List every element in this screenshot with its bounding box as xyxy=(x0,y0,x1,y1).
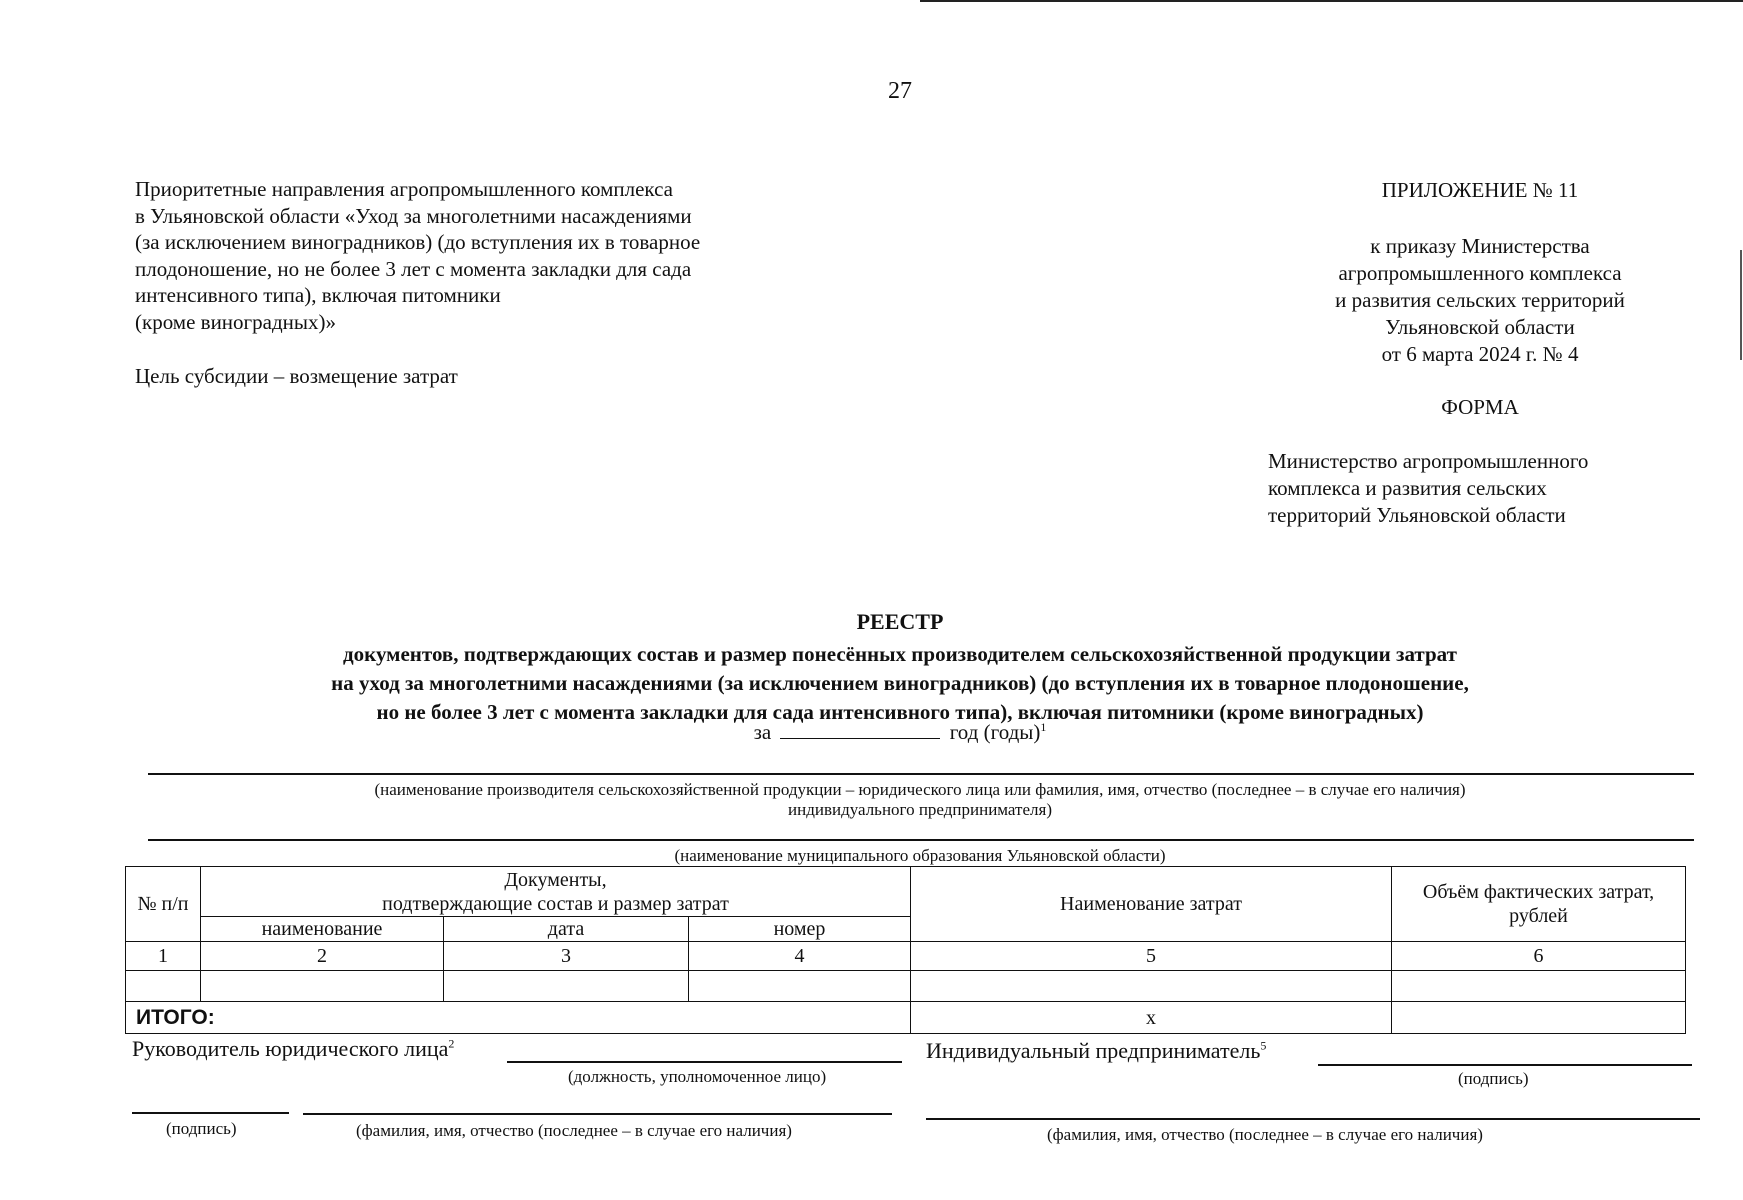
ip-label-text: Индивидуальный предприниматель xyxy=(926,1038,1261,1063)
header-docs-line-1: Документы, xyxy=(504,868,607,891)
index-cell: 6 xyxy=(1392,942,1686,971)
ip-fio-caption: (фамилия, имя, отчество (последнее – в случае его наличия) xyxy=(1047,1125,1483,1144)
order-line-2: агропромышленного комплекса xyxy=(1338,261,1622,285)
municipality-name-line[interactable] xyxy=(148,839,1694,841)
head-footnote: 2 xyxy=(448,1036,455,1051)
empty-cell[interactable] xyxy=(1392,971,1686,1002)
scan-right-edge xyxy=(1740,250,1742,360)
itogo-label: ИТОГО: xyxy=(126,1002,911,1034)
header-docs-number: номер xyxy=(689,917,911,942)
itogo-x: х xyxy=(911,1002,1392,1034)
ip-sign-line[interactable] xyxy=(1318,1064,1692,1066)
index-cell: 3 xyxy=(444,942,689,971)
head-sign-caption: (подпись) xyxy=(166,1119,237,1138)
order-line-3: и развития сельских территорий xyxy=(1335,288,1625,312)
priority-line-4: плодоношение, но не более 3 лет с момента закладки для сада xyxy=(135,256,692,281)
empty-cell[interactable] xyxy=(444,971,689,1002)
head-position-line[interactable] xyxy=(507,1061,902,1063)
ministry-line-2: комплекса и развития сельских xyxy=(1268,476,1547,500)
producer-name-line[interactable] xyxy=(148,773,1694,775)
head-sign-line[interactable] xyxy=(132,1112,289,1114)
year-footnote: 1 xyxy=(1040,720,1047,734)
year-suffix: год (годы) xyxy=(949,720,1041,744)
header-docs-name: наименование xyxy=(201,917,444,942)
reestr-subtitle-line-3: но не более 3 лет с момента закладки для сада интенсивного типа), включая питомники (кроме виноградных) xyxy=(376,700,1424,724)
ministry-line-1: Министерство агропромышленного xyxy=(1268,449,1589,473)
registry-table xyxy=(125,866,1686,1034)
priority-line-6: (кроме виноградных)» xyxy=(135,309,337,334)
head-label-text: Руководитель юридического лица xyxy=(132,1036,449,1061)
empty-cell[interactable] xyxy=(911,971,1392,1002)
priority-direction-block xyxy=(135,176,855,335)
header-docs-line-2: подтверждающие состав и размер затрат xyxy=(382,892,729,915)
year-prefix: за xyxy=(753,720,772,744)
producer-caption-line-1: (наименование производителя сельскохозяйственной продукции – юридического лица или фамилия, имя, отчество (последнее – в случае его наличия) xyxy=(374,780,1466,799)
header-cost-name: Наименование затрат xyxy=(911,867,1392,942)
empty-cell[interactable] xyxy=(689,971,911,1002)
index-cell: 1 xyxy=(126,942,201,971)
form-label: ФОРМА xyxy=(1441,395,1519,419)
itogo-total[interactable] xyxy=(1392,1002,1686,1034)
ministry-addressee xyxy=(1268,448,1688,529)
priority-line-3: (за исключением виноградников) (до вступления их в товарное xyxy=(135,230,701,254)
year-line xyxy=(0,720,1743,745)
ip-footnote: 5 xyxy=(1260,1038,1267,1053)
index-cell: 5 xyxy=(911,942,1392,971)
ip-sign-caption: (подпись) xyxy=(1458,1069,1529,1088)
producer-caption xyxy=(140,780,1700,820)
page-number: 27 xyxy=(888,78,912,104)
priority-line-1: Приоритетные направления агропромышленного комплекса xyxy=(135,177,674,201)
index-cell: 4 xyxy=(689,942,911,971)
priority-line-2: в Ульяновской области «Уход за многолетними насаждениями xyxy=(135,203,692,228)
empty-cell[interactable] xyxy=(126,971,201,1002)
head-fio-caption: (фамилия, имя, отчество (последнее – в случае его наличия) xyxy=(356,1121,792,1140)
appendix-title: ПРИЛОЖЕНИЕ № 11 xyxy=(1381,178,1579,202)
producer-caption-line-2: индивидуального предпринимателя) xyxy=(788,800,1052,819)
priority-line-5: интенсивного типа), включая питомники xyxy=(135,283,501,307)
order-line-4: Ульяновской области xyxy=(1385,315,1575,339)
ip-label xyxy=(926,1038,1266,1064)
head-fio-line[interactable] xyxy=(303,1113,892,1115)
table-row xyxy=(126,971,1686,1002)
scan-top-edge xyxy=(920,0,1743,2)
reestr-subtitle-line-2: на уход за многолетними насаждениями (за исключением виноградников) (до вступления их в товарное плодоношение, xyxy=(331,671,1469,695)
ministry-line-3: территорий Ульяновской области xyxy=(1268,503,1566,527)
header-docs xyxy=(201,867,911,917)
header-num: № п/п xyxy=(126,867,201,942)
index-cell: 2 xyxy=(201,942,444,971)
municipality-caption: (наименование муниципального образования Ульяновской области) xyxy=(674,846,1166,865)
header-volume: Объём фактических затрат, рублей xyxy=(1392,867,1686,942)
order-reference xyxy=(1290,233,1670,368)
header-docs-date: дата xyxy=(444,917,689,942)
index-row xyxy=(126,942,1686,971)
head-position-caption: (должность, уполномоченное лицо) xyxy=(568,1067,827,1086)
order-line-1: к приказу Министерства xyxy=(1370,234,1590,258)
ip-fio-line[interactable] xyxy=(926,1118,1700,1120)
empty-cell[interactable] xyxy=(201,971,444,1002)
reestr-subtitle xyxy=(0,640,1743,727)
year-input-blank[interactable] xyxy=(780,720,940,739)
reestr-subtitle-line-1: документов, подтверждающих состав и размер понесённых производителем сельскохозяйственной продукции затрат xyxy=(343,642,1457,666)
subsidy-goal: Цель субсидии – возмещение затрат xyxy=(135,364,458,388)
reestr-title: РЕЕСТР xyxy=(856,609,944,634)
head-label xyxy=(132,1036,454,1062)
itogo-row xyxy=(126,1002,1686,1034)
order-line-5: от 6 марта 2024 г. № 4 xyxy=(1381,342,1579,366)
